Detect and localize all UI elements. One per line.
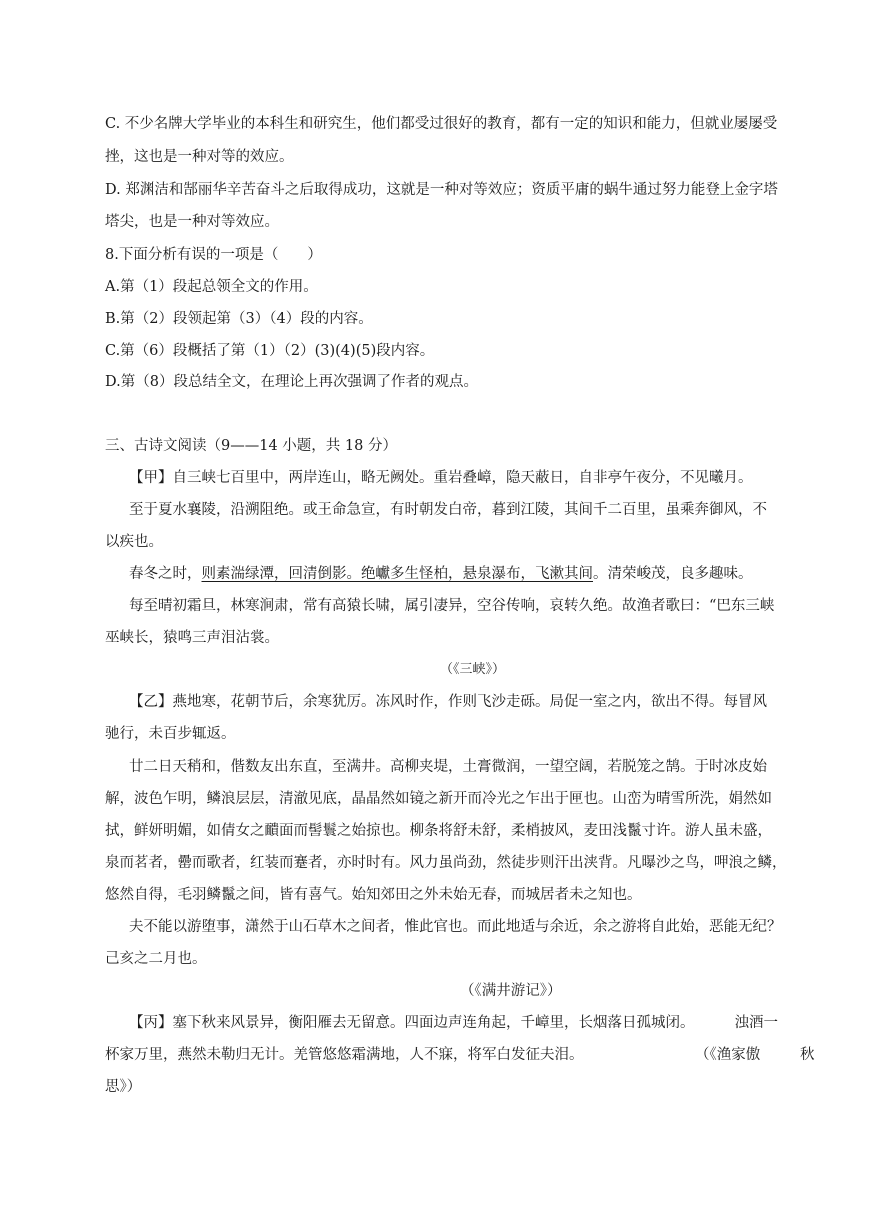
jia-paragraph-1: 【甲】自三峡七百里中，两岸连山，略无阙处。重岩叠嶂，隐天蔽日，自非亭午夜分，不见曦月。: [129, 470, 753, 486]
jia-underlined-sentence: 则素湍绿潭，回清倒影。绝巘多生怪柏，悬泉瀑布，飞漱其间: [201, 566, 593, 582]
bing-source-part3: 思》）: [105, 1079, 142, 1095]
jia-paragraph-2-line1: 至于夏水襄陵，沿溯阻绝。或王命急宣，有时朝发白帝，暮到江陵，其间千二百里，虽乘奔御风，不: [129, 502, 767, 518]
q7-option-d-line1: D. 郑渊洁和郜丽华辛苦奋斗之后取得成功，这就是一种对等效应；资质平庸的蜗牛通过努力能登上金字塔: [105, 182, 778, 198]
bing-source-part2: 秋: [800, 1047, 815, 1063]
bing-line1: [129, 1013, 778, 1033]
bing-source-part1: （《渔家傲: [695, 1047, 761, 1063]
yi-paragraph-1-line1: 【乙】燕地寒，花朝节后，余寒犹厉。冻风时作，作则飞沙走砾。局促一室之内，欲出不得。每冒风: [129, 694, 767, 710]
q8-stem: 8.下面分析有误的一项是（ ）: [105, 247, 322, 263]
q8-option-a: A.第（1）段起总领全文的作用。: [105, 279, 318, 295]
yi-paragraph-2-line1: 廿二日天稍和，偕数友出东直，至满井。高柳夹堤，土膏微润，一望空阔，若脱笼之鹄。于时冰皮始: [129, 759, 767, 775]
q8-option-d: D.第（8）段总结全文，在理论上再次强调了作者的观点。: [105, 374, 478, 390]
yi-paragraph-1-line2: 驰行，未百步辄返。: [105, 726, 236, 742]
q7-option-d-line2: 塔尖，也是一种对等效应。: [105, 214, 279, 230]
yi-paragraph-2-line5: 悠然自得，毛羽鳞鬣之间，皆有喜气。始知郊田之外未始无春，而城居者未之知也。: [105, 887, 642, 903]
q7-option-c-line1: C. 不少名牌大学毕业的本科生和研究生，他们都受过很好的教育，都有一定的知识和能力，但就业屡屡受: [105, 116, 778, 132]
yi-paragraph-3-line1: 夫不能以游堕事，潇然于山石草木之间者，惟此官也。而此地适与余近，余之游将自此始，恶能无纪？: [129, 919, 782, 935]
jia-paragraph-3-post: 。清荣峻茂，良多趣味。: [593, 566, 753, 582]
q8-option-c: C.第（6）段概括了第（1）（2）(3)(4)(5)段内容。: [105, 343, 435, 359]
q8-option-b: B.第（2）段领起第（3）（4）段的内容。: [105, 311, 373, 327]
bing-line2: 杯家万里，燕然未勒归无计。羌管悠悠霜满地，人不寐，将军白发征夫泪。: [105, 1047, 584, 1063]
jia-paragraph-4-line2: 巫峡长，猿鸣三声泪沾裳。: [105, 630, 279, 646]
yi-paragraph-2-line2: 解，波色乍明，鳞浪层层，清澈见底，晶晶然如镜之新开而冷光之乍出于匣也。山峦为晴雪所洗，娟然如: [105, 791, 772, 807]
section-heading: 三、古诗文阅读（9——14 小题，共 18 分）: [105, 438, 397, 454]
bing-line1-tail: 浊酒一: [734, 1015, 778, 1031]
jia-paragraph-3: [129, 564, 753, 584]
yi-paragraph-2-line4: 泉而茗者，罍而歌者，红装而蹇者，亦时时有。风力虽尚劲，然徒步则汗出浃背。凡曝沙之鸟，呷浪之鳞，: [105, 855, 787, 871]
jia-paragraph-3-pre: 春冬之时，: [129, 566, 202, 582]
yi-paragraph-2-line3: 拭，鲜妍明媚，如倩女之靧面而髻鬟之始掠也。柳条将舒未舒，柔梢披风，麦田浅鬣寸许。游人虽未盛，: [105, 823, 772, 839]
jia-paragraph-4-line1: 每至晴初霜旦，林寒涧肃，常有高猿长啸，属引凄异，空谷传响，哀转久绝。故渔者歌曰：“巴东三峡: [129, 598, 775, 614]
jia-source: （《三峡》）: [440, 662, 506, 677]
yi-source: （《满井游记》）: [460, 983, 562, 999]
q7-option-c-line2: 挫，这也是一种对等的效应。: [105, 149, 294, 165]
yi-paragraph-3-line2: 己亥之二月也。: [105, 951, 207, 967]
bing-line1-text: 【丙】塞下秋来风景异，衡阳雁去无留意。四面边声连角起，千嶂里，长烟落日孤城闭。: [129, 1015, 695, 1031]
jia-paragraph-2-line2: 以疾也。: [105, 534, 163, 550]
